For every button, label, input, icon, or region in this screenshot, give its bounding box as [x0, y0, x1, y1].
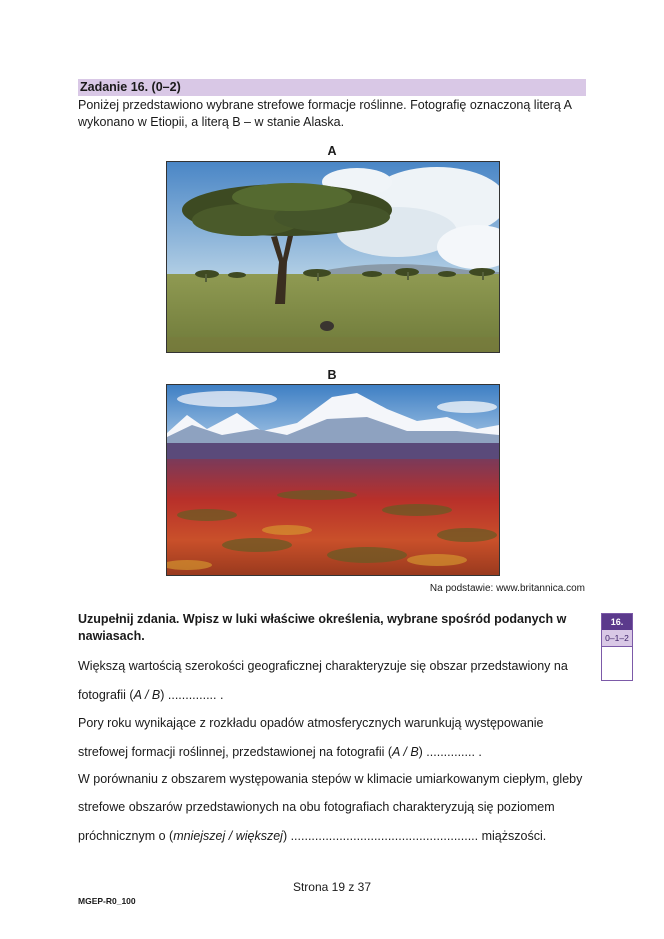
sentence-3-line-2: strefowe obszarów przedstawionych na obu fotografiach charakteryzują się poziomem: [78, 800, 555, 814]
task-intro: Poniżej przedstawiono wybrane strefowe formacje roślinne. Fotografię oznaczoną literą A wykonano w Etiopii, a literą B – w stanie Alaska.: [78, 98, 572, 129]
sentence-2-line-2: [78, 745, 482, 760]
photo-source: Na podstawie: www.britannica.com: [429, 583, 585, 594]
sentence-2-options: A / B: [392, 745, 419, 759]
task-title: Zadanie 16. (0–2): [80, 80, 181, 94]
photo-a-savanna: [166, 161, 500, 353]
score-box: [601, 613, 633, 681]
sentence-3-line-3: [78, 829, 546, 844]
sentence-3-options: mniejszej / większej: [173, 829, 283, 843]
score-range: 0–1–2: [602, 630, 632, 647]
sentence-3-pre: próchnicznym o (: [78, 829, 174, 843]
sentence-1-pre: fotografii (: [78, 688, 134, 702]
sentence-3-blank[interactable]: ) ...................................................... miąższości.: [282, 829, 547, 843]
photo-b-label: B: [327, 368, 337, 382]
photo-b-tundra: [166, 384, 500, 576]
instruction: Uzupełnij zdania. Wpisz w luki właściwe określenia, wybrane spośród podanych w nawiasach.: [78, 612, 567, 643]
sentence-2-blank[interactable]: ) .............. .: [418, 745, 482, 759]
sentence-1-line-1: Większą wartością szerokości geograficznej charakteryzuje się obszar przedstawiony na: [78, 659, 568, 673]
sentence-2-pre: strefowej formacji roślinnej, przedstawionej na fotografii (: [78, 745, 393, 759]
sentence-1-blank[interactable]: ) .............. .: [160, 688, 224, 702]
score-number: 16.: [602, 614, 632, 630]
page-number: Strona 19 z 37: [292, 880, 372, 894]
sentence-1-options: A / B: [133, 688, 161, 702]
photo-a-label: A: [327, 144, 337, 158]
sentence-1-line-2: [78, 688, 223, 703]
sentence-2-line-1: Pory roku wynikające z rozkładu opadów atmosferycznych warunkują występowanie: [78, 716, 544, 730]
sentence-3-line-1: W porównaniu z obszarem występowania stepów w klimacie umiarkowanym ciepłym, gleby: [78, 772, 583, 786]
document-code: MGEP-R0_100: [78, 896, 136, 906]
